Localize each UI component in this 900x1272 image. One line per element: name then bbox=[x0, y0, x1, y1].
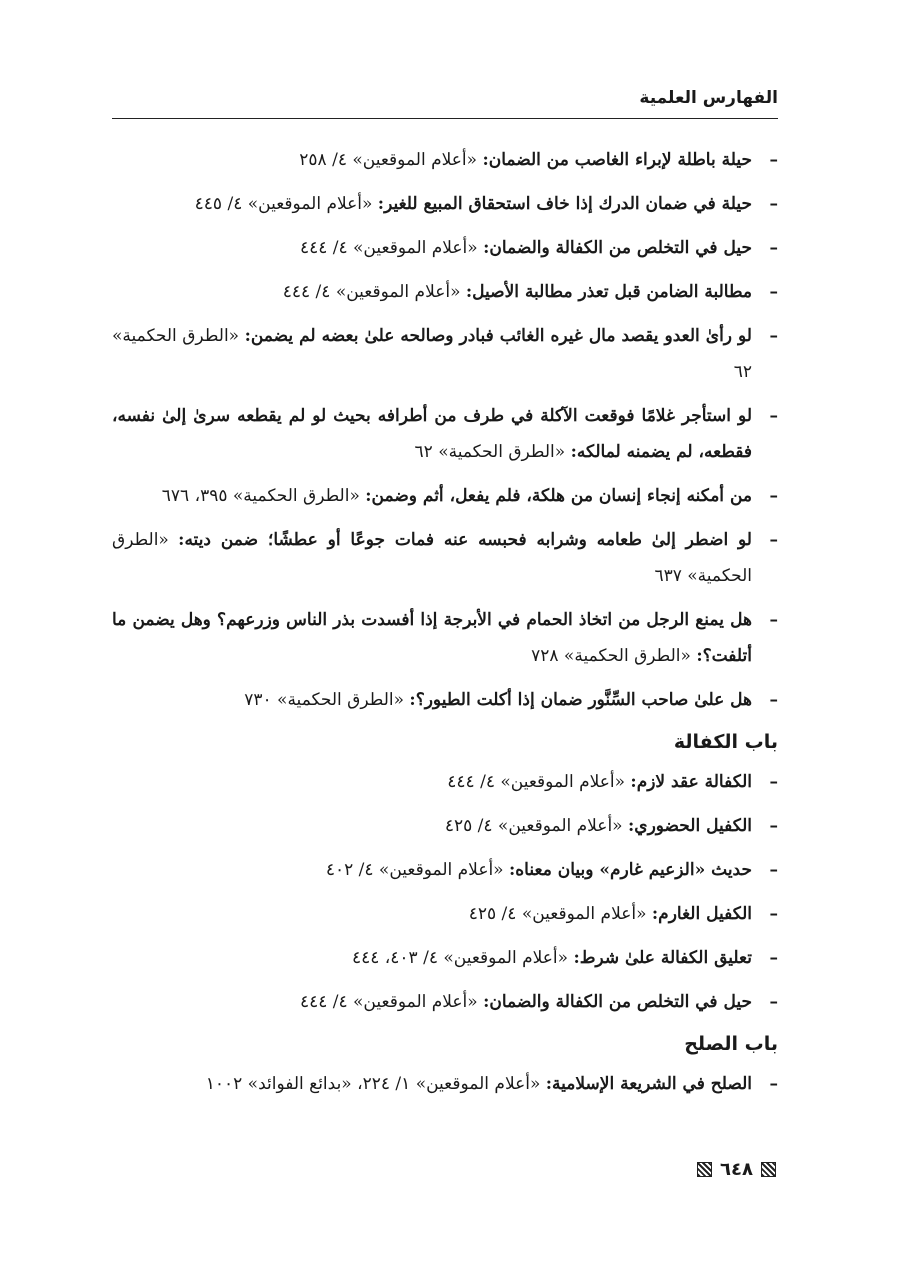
list-item bbox=[112, 892, 778, 936]
list-dash: – bbox=[769, 238, 778, 258]
list-dash: – bbox=[769, 904, 778, 924]
list-dash: – bbox=[769, 486, 778, 506]
entry-reference: «أعلام الموقعين» ٤/ ٤٤٥ bbox=[194, 194, 378, 214]
list-item bbox=[112, 394, 778, 474]
list-item bbox=[112, 226, 778, 270]
list-dash: – bbox=[769, 282, 778, 302]
page-footer bbox=[697, 1154, 776, 1184]
list-item bbox=[112, 598, 778, 678]
entry-reference: «أعلام الموقعين» ٤/ ٤٤٤ bbox=[282, 282, 466, 302]
entry-reference: «أعلام الموقعين» ٤/ ٤٢٥ bbox=[468, 904, 652, 924]
entry-reference: «أعلام الموقعين» ٤/ ٤٤٤ bbox=[299, 992, 484, 1012]
header-title: الفهارس العلمية bbox=[639, 88, 778, 108]
list-dash: – bbox=[769, 530, 778, 550]
list-dash: – bbox=[769, 150, 778, 170]
list-item bbox=[112, 980, 778, 1024]
entry-topic: هل يمنع الرجل من اتخاذ الحمام في الأبرجة إذا أفسدت بذر الناس وزرعهم؟ وهل يضمن ما أتلفت؟: bbox=[112, 610, 752, 666]
entry-reference: «الطرق الحكمية» ٧٣٠ bbox=[244, 690, 410, 710]
entry-topic: من أمكنه إنجاء إنسان من هلكة، فلم يفعل، أثم وضمن: bbox=[365, 486, 752, 506]
list-dash: – bbox=[769, 992, 778, 1012]
entry-topic: الكفالة عقد لازم: bbox=[630, 772, 752, 792]
entry-reference: «الطرق الحكمية» ٧٢٨ bbox=[531, 646, 697, 666]
list-item bbox=[112, 182, 778, 226]
entry-reference: «أعلام الموقعين» ٤/ ٢٥٨ bbox=[299, 150, 483, 170]
entry-topic: حديث «الزعيم غارم» وبيان معناه: bbox=[509, 860, 752, 880]
list-dash: – bbox=[769, 1074, 778, 1094]
entry-reference: «الطرق الحكمية» ٣٩٥، ٦٧٦ bbox=[161, 486, 366, 506]
entry-reference: «أعلام الموقعين» ٤/ ٤٠٢ bbox=[325, 860, 509, 880]
list-item bbox=[112, 936, 778, 980]
list-item bbox=[112, 760, 778, 804]
section-heading-sulh: باب الصلح bbox=[684, 1033, 778, 1055]
entry-reference: «أعلام الموقعين» ٤/ ٤٤٤ bbox=[447, 772, 631, 792]
ornament-icon bbox=[697, 1162, 712, 1177]
list-dash: – bbox=[769, 860, 778, 880]
entry-reference: «أعلام الموقعين» ٤/ ٤٢٥ bbox=[444, 816, 628, 836]
entry-topic: حيل في التخلص من الكفالة والضمان: bbox=[483, 238, 752, 258]
list-item bbox=[112, 678, 778, 722]
list-item bbox=[112, 138, 778, 182]
list-item bbox=[112, 270, 778, 314]
list-item bbox=[112, 804, 778, 848]
entry-topic: لو رأىٰ العدو يقصد مال غيره الغائب فبادر وصالحه علىٰ بعضه لم يضمن: bbox=[244, 326, 752, 346]
list-dash: – bbox=[769, 326, 778, 346]
list-dash: – bbox=[769, 772, 778, 792]
entry-topic: الكفيل الحضوري: bbox=[627, 816, 752, 836]
entry-topic: لو استأجر غلامًا فوقعت الآكلة في طرف من أطرافه بحيث لو لم يقطعه سرىٰ إلىٰ نفسه، فقطعه، لم يضمنه لمالكه: bbox=[112, 406, 752, 462]
entry-topic: الكفيل الغارم: bbox=[651, 904, 752, 924]
list-item bbox=[112, 848, 778, 892]
ornament-icon bbox=[761, 1162, 776, 1177]
entry-topic: حيلة باطلة لإبراء الغاصب من الضمان: bbox=[482, 150, 752, 170]
entry-reference: «الطرق الحكمية» ٦٢ bbox=[414, 442, 571, 462]
running-header bbox=[112, 86, 778, 119]
entry-reference: «أعلام الموقعين» ٤/ ٤٠٣، ٤٤٤ bbox=[351, 948, 574, 968]
index-body bbox=[112, 138, 778, 1106]
page-number: ٦٤٨ bbox=[720, 1158, 753, 1180]
list-item bbox=[112, 474, 778, 518]
entry-topic: تعليق الكفالة علىٰ شرط: bbox=[573, 948, 752, 968]
list-item bbox=[112, 1062, 778, 1106]
section-heading-kafala: باب الكفالة bbox=[673, 731, 778, 753]
entry-topic: حيلة في ضمان الدرك إذا خاف استحقاق المبيع للغير: bbox=[377, 194, 752, 214]
entry-reference: «أعلام الموقعين» ١/ ٢٢٤، «بدائع الفوائد» ١٠٠٢ bbox=[205, 1074, 546, 1094]
list-dash: – bbox=[769, 690, 778, 710]
entry-topic: الصلح في الشريعة الإسلامية: bbox=[545, 1074, 752, 1094]
entry-reference: «أعلام الموقعين» ٤/ ٤٤٤ bbox=[299, 238, 484, 258]
entry-reference: «الطرق الحكمية» ٦٣٧ bbox=[112, 530, 752, 586]
list-dash: – bbox=[769, 406, 778, 426]
entry-topic: لو اضطر إلىٰ طعامه وشرابه فحبسه عنه فمات جوعًا أو عطشًا؛ ضمن ديته: bbox=[178, 530, 752, 550]
list-item bbox=[112, 314, 778, 394]
entry-topic: حيل في التخلص من الكفالة والضمان: bbox=[483, 992, 752, 1012]
list-dash: – bbox=[769, 610, 778, 630]
list-item bbox=[112, 518, 778, 598]
list-dash: – bbox=[769, 816, 778, 836]
list-dash: – bbox=[769, 194, 778, 214]
entry-topic: هل علىٰ صاحب السِّنَّور ضمان إذا أكلت الطيور؟: bbox=[409, 690, 752, 710]
entry-reference: «الطرق الحكمية» ٦٢ bbox=[112, 326, 752, 382]
entry-topic: مطالبة الضامن قبل تعذر مطالبة الأصيل: bbox=[465, 282, 752, 302]
list-dash: – bbox=[769, 948, 778, 968]
